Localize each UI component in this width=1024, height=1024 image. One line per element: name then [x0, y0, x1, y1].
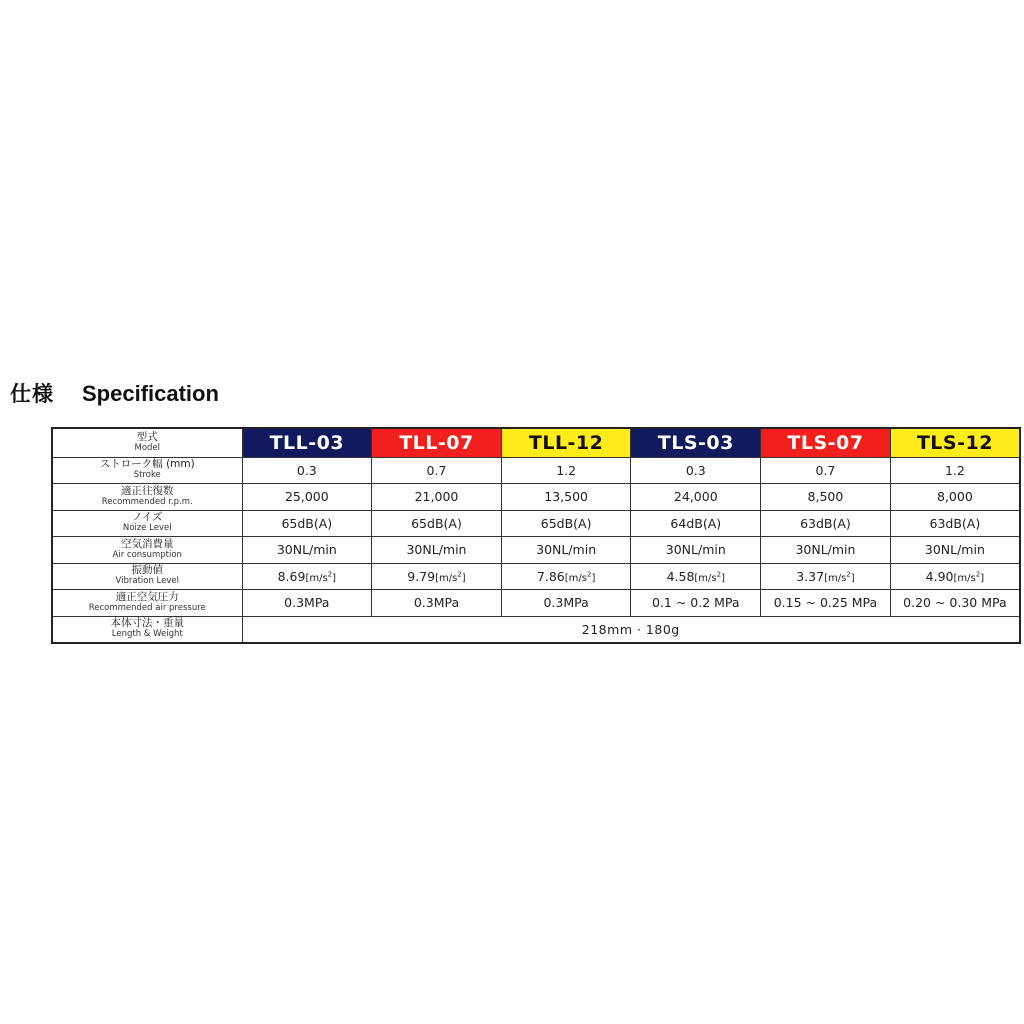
row-label-air-consumption [52, 537, 242, 564]
label-jp: ストローク幅 (mm) [99, 458, 195, 471]
value-cell [631, 563, 761, 590]
section-heading [10, 378, 219, 412]
vibration-unit: $[m/s^2]$ [953, 570, 985, 584]
value-cell: 0.15 ~ 0.25 MPa [761, 590, 891, 617]
air-consumption-row [52, 537, 1020, 564]
value-cell: 8,500 [761, 484, 891, 511]
rpm-row [52, 484, 1020, 511]
value-cell: 0.3MPa [372, 590, 502, 617]
heading-japanese: 仕様 [10, 382, 54, 406]
value-cell: 0.3MPa [242, 590, 372, 617]
vibration-value: 7.86 [536, 568, 565, 584]
label-en: Model [134, 442, 161, 453]
row-label-vibration [52, 563, 242, 590]
model-header-cell: TLL-07 [372, 428, 502, 457]
vibration-row [52, 563, 1020, 590]
value-cell: 0.20 ~ 0.30 MPa [890, 590, 1020, 617]
stroke-row [52, 457, 1020, 484]
value-cell: 0.1 ~ 0.2 MPa [631, 590, 761, 617]
value-cell: 30NL/min [631, 537, 761, 564]
vibration-unit: $[m/s^2]$ [435, 570, 466, 584]
value-cell: 0.7 [372, 457, 502, 484]
value-cell: 63dB(A) [761, 510, 891, 537]
value-cell: 8,000 [890, 484, 1020, 511]
value-cell [890, 563, 1020, 590]
vibration-value: 9.79 [407, 568, 436, 584]
value-cell: 13,500 [501, 484, 631, 511]
value-cell: 30NL/min [501, 537, 631, 564]
value-cell: 64dB(A) [631, 510, 761, 537]
value-cell: 1.2 [890, 457, 1020, 484]
vibration-value: 3.37 [796, 568, 825, 584]
vibration-value: 8.69 [277, 568, 306, 584]
label-jp: 空気消費量 [121, 537, 174, 550]
vibration-value: 4.58 [666, 568, 695, 584]
model-header-cell: TLS-07 [761, 428, 891, 457]
value-cell [242, 563, 372, 590]
heading-english: Specification [82, 381, 219, 406]
length-weight-row [52, 616, 1020, 643]
value-cell: 0.7 [761, 457, 891, 484]
vibration-unit: $[m/s^2]$ [694, 570, 726, 584]
value-cell: 30NL/min [372, 537, 502, 564]
label-en: Recommended air pressure [88, 602, 206, 613]
model-row [52, 428, 1020, 457]
label-en: Stroke [133, 470, 161, 481]
air-pressure-row [52, 590, 1020, 617]
value-cell: 0.3 [242, 457, 372, 484]
length-weight-value: 218mm · 180g [242, 616, 1020, 643]
value-cell: 30NL/min [761, 537, 891, 564]
row-label-air-pressure [52, 590, 242, 617]
value-cell: 0.3MPa [501, 590, 631, 617]
specification-table [51, 427, 1021, 644]
row-label-rpm [52, 484, 242, 511]
vibration-unit: $[m/s^2]$ [824, 570, 855, 584]
label-jp: 本体寸法・重量 [110, 617, 184, 629]
value-cell: 30NL/min [890, 537, 1020, 564]
vibration-unit: $[m/s^2]$ [564, 570, 596, 584]
model-header-cell: TLL-12 [501, 428, 631, 457]
row-label-model [52, 428, 242, 457]
label-en: Noize Level [122, 523, 172, 534]
value-cell [761, 563, 891, 590]
label-en: Vibration Level [115, 576, 179, 587]
value-cell: 63dB(A) [890, 510, 1020, 537]
label-jp: 振動値 [131, 564, 163, 577]
value-cell: 30NL/min [242, 537, 372, 564]
value-cell: 1.2 [501, 457, 631, 484]
label-jp: 適正空気圧力 [115, 590, 179, 603]
label-en: Recommended r.p.m. [101, 496, 193, 507]
model-header-cell: TLS-12 [890, 428, 1020, 457]
label-jp: ノイズ [132, 511, 163, 524]
row-label-stroke [52, 457, 242, 484]
value-cell: 65dB(A) [501, 510, 631, 537]
value-cell: 0.3 [631, 457, 761, 484]
value-cell [501, 563, 631, 590]
vibration-unit: $[m/s^2]$ [305, 570, 337, 584]
vibration-value: 4.90 [925, 568, 954, 584]
row-label-length-weight [52, 616, 242, 643]
value-cell: 65dB(A) [372, 510, 502, 537]
value-cell: 21,000 [372, 484, 502, 511]
label-jp: 適正往復数 [121, 484, 174, 497]
label-jp: 型式 [136, 430, 158, 443]
label-en: Length & Weight [111, 629, 183, 639]
value-cell: 65dB(A) [242, 510, 372, 537]
row-label-noise [52, 510, 242, 537]
model-header-cell: TLS-03 [631, 428, 761, 457]
label-en: Air consumption [112, 549, 182, 560]
value-cell [372, 563, 502, 590]
model-header-cell: TLL-03 [242, 428, 372, 457]
noise-row [52, 510, 1020, 537]
value-cell: 24,000 [631, 484, 761, 511]
value-cell: 25,000 [242, 484, 372, 511]
